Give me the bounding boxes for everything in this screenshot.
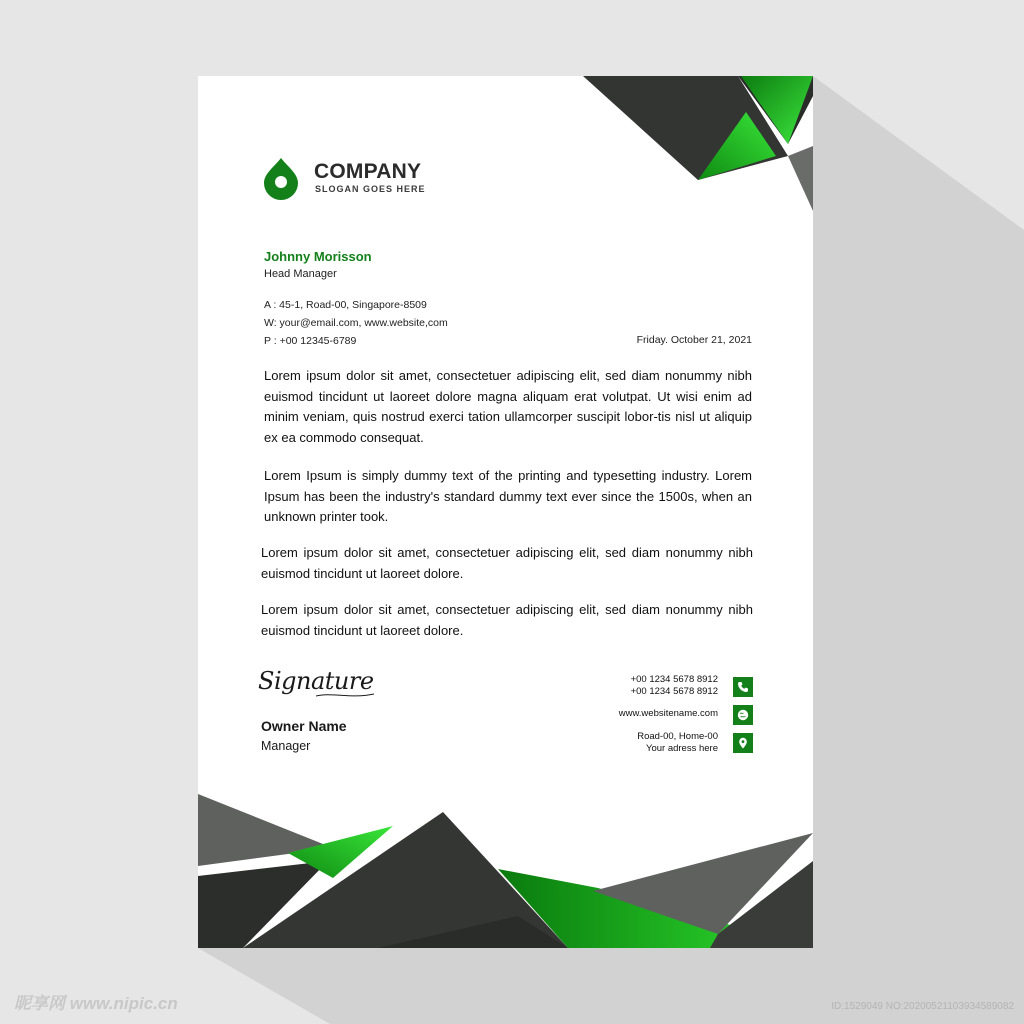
sender-web: W: your@email.com, www.website,com bbox=[264, 317, 448, 329]
watermark-left: 昵享网 www.nipic.cn bbox=[14, 994, 178, 1013]
owner-title: Manager bbox=[261, 739, 311, 753]
letter-date: Friday. October 21, 2021 bbox=[636, 334, 752, 346]
watermark-right: ID:1529049 NO:20200521103934589082 bbox=[831, 1001, 1014, 1012]
body-paragraph-2: Lorem Ipsum is simply dummy text of the printing and typesetting industry. Lorem Ipsum has been the industry's standard dummy text ever since the 1500s, when an unknown printer took. bbox=[264, 468, 752, 524]
signature: Signature bbox=[258, 667, 374, 695]
sender-phone: P : +00 12345-6789 bbox=[264, 335, 357, 347]
drop-ring-logo-icon bbox=[262, 156, 300, 200]
contact-phone-2: +00 1234 5678 8912 bbox=[630, 686, 718, 697]
signature-flourish bbox=[316, 690, 376, 700]
contact-phone-1: +00 1234 5678 8912 bbox=[630, 674, 718, 685]
globe-icon bbox=[733, 705, 753, 725]
body-paragraph-1: Lorem ipsum dolor sit amet, consectetuer adipiscing elit, sed diam nonummy nibh euismod tincidunt ut laoreet dolore magna aliquam erat volutpat. Ut wisi enim ad minim veniam, quis nostrud exerci tation ullamcorper suscipit lobor-tis nisl ut aliquip ex ea commodo consequat. bbox=[264, 368, 752, 445]
body-paragraph-4: Lorem ipsum dolor sit amet, consectetuer adipiscing elit, sed diam nonummy nibh euismod tincidunt ut laoreet dolore. bbox=[261, 602, 753, 638]
location-pin-icon bbox=[733, 733, 753, 753]
sender-title: Head Manager bbox=[264, 268, 337, 280]
sender-address: A : 45-1, Road-00, Singapore-8509 bbox=[264, 299, 427, 311]
contact-address-2: Your adress here bbox=[645, 743, 718, 754]
contact-website: www.websitename.com bbox=[618, 708, 718, 719]
phone-icon bbox=[733, 677, 753, 697]
contact-address-1: Road-00, Home-00 bbox=[637, 731, 718, 742]
company-slogan: SLOGAN GOES HERE bbox=[315, 184, 426, 194]
company-name: COMPANY bbox=[314, 160, 422, 183]
owner-name: Owner Name bbox=[261, 718, 347, 734]
body-paragraph-3: Lorem ipsum dolor sit amet, consectetuer adipiscing elit, sed diam nonummy nibh euismod tincidunt ut laoreet dolore. bbox=[261, 545, 753, 581]
sender-name: Johnny Morisson bbox=[264, 249, 372, 264]
letterhead-sheet bbox=[198, 76, 813, 948]
